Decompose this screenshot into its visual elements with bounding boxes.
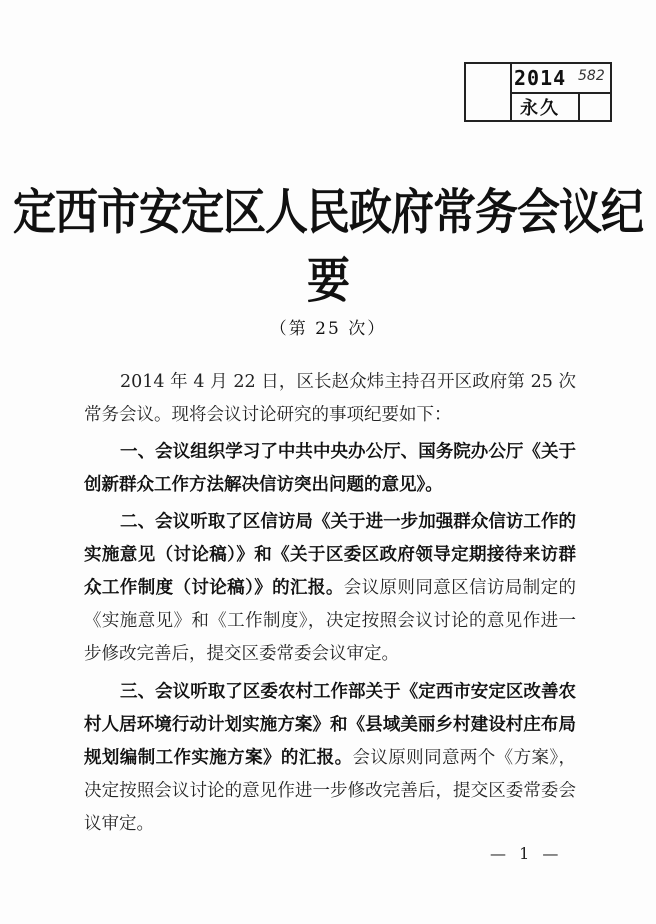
item-3-body-text: 会议原则同意两个《方案》，决定按照会议讨论的意见作进一步修改完善后，提交区委常委会议审定。 <box>84 748 577 834</box>
intro-text: 2014 年 4 月 22 日，区长赵众炜主持召开区政府第 25 次常务会议。现将会议讨论研究的事项纪要如下： <box>84 372 576 425</box>
item-2-paragraph <box>84 506 576 671</box>
item-3-heading-text: 三、会议听取了区委农村工作部关于《定西市安定区改善农村人居环境行动计划实施方案》和《县域美丽乡村建设村庄布局规划编制工作实施方案》的汇报。 <box>84 682 576 768</box>
session-number: （第 25 次） <box>269 319 387 339</box>
item-2-heading-text: 二、会议听取了区信访局《关于进一步加强群众信访工作的实施意见（讨论稿）》和《关于区委区政府领导定期接待来访群众工作制度（讨论稿）》的汇报。 <box>84 512 576 598</box>
item-3-paragraph <box>84 676 576 841</box>
intro-paragraph <box>84 366 576 432</box>
stamp-year: 2014 <box>514 66 567 90</box>
stamp-number: 582 <box>578 68 605 84</box>
item-1-text: 一、会议组织学习了中共中央办公厅、国务院办公厅《关于创新群众工作方法解决信访突出问题的意见》。 <box>84 442 576 495</box>
stamp-divider <box>578 92 580 120</box>
stamp-retention-term: 永久 <box>520 98 560 119</box>
document-title: 定西市安定区人民政府常务会议纪要 <box>13 184 643 310</box>
item-1-paragraph <box>84 436 576 502</box>
page-number: — 1 — <box>490 844 563 863</box>
archive-stamp <box>464 62 612 122</box>
item-2-body-text: 会议原则同意区信访局制定的《实施意见》和《工作制度》，决定按照会议讨论的意见作进一步修改完善后，提交区委常委会议审定。 <box>84 578 577 664</box>
